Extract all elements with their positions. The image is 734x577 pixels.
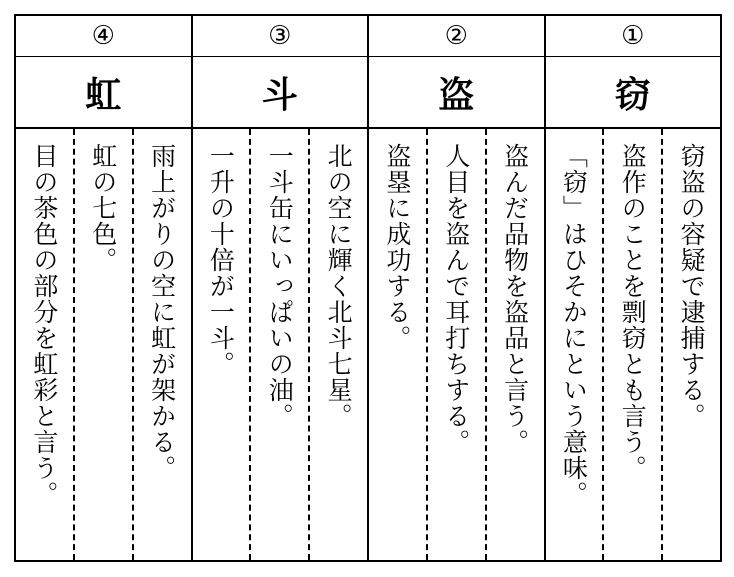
example-line [369, 129, 426, 560]
example-sentence: 一升の十倍が一斗。 [206, 143, 236, 377]
example-line [426, 129, 485, 560]
kanji-column-2 [369, 16, 546, 560]
example-lines [16, 129, 191, 560]
example-line [546, 129, 603, 560]
example-sentence: 雨上がりの空に虹が架かる。 [147, 143, 177, 481]
kanji-worksheet-table [14, 14, 722, 562]
example-lines [193, 129, 368, 560]
example-sentence: 人目を盗んで耳打ちする。 [441, 143, 471, 455]
column-number: ① [546, 16, 721, 57]
column-number: ④ [16, 16, 191, 57]
example-line [16, 129, 73, 560]
example-sentence: 盗んだ品物を盗品と言う。 [500, 143, 530, 455]
example-line [249, 129, 308, 560]
example-line [308, 129, 367, 560]
kanji-heading: 斗 [193, 57, 368, 129]
column-number: ③ [193, 16, 368, 57]
kanji-column-1 [546, 16, 721, 560]
kanji-column-4 [16, 16, 193, 560]
kanji-heading: 窃 [546, 57, 721, 129]
example-line [485, 129, 544, 560]
example-sentence: 一斗缶にいっぱいの油。 [265, 143, 295, 429]
kanji-heading: 虹 [16, 57, 191, 129]
example-sentence: 目の茶色の部分を虹彩と言う。 [29, 143, 59, 507]
example-line [661, 129, 720, 560]
example-sentence: 北の空に輝く北斗七星。 [324, 143, 354, 429]
example-sentence: 「窃」はひそかにという意味。 [559, 143, 589, 507]
example-line [193, 129, 250, 560]
kanji-heading: 盗 [369, 57, 544, 129]
example-line [132, 129, 191, 560]
example-line [602, 129, 661, 560]
example-line [73, 129, 132, 560]
example-sentence: 盗作のことを剽窃とも言う。 [618, 143, 648, 481]
example-sentence: 虹の七色。 [88, 143, 118, 273]
example-lines [546, 129, 721, 560]
example-sentence: 盗塁に成功する。 [382, 143, 412, 351]
column-number: ② [369, 16, 544, 57]
example-lines [369, 129, 544, 560]
example-sentence: 窃盗の容疑で逮捕する。 [677, 143, 707, 429]
kanji-column-3 [193, 16, 370, 560]
